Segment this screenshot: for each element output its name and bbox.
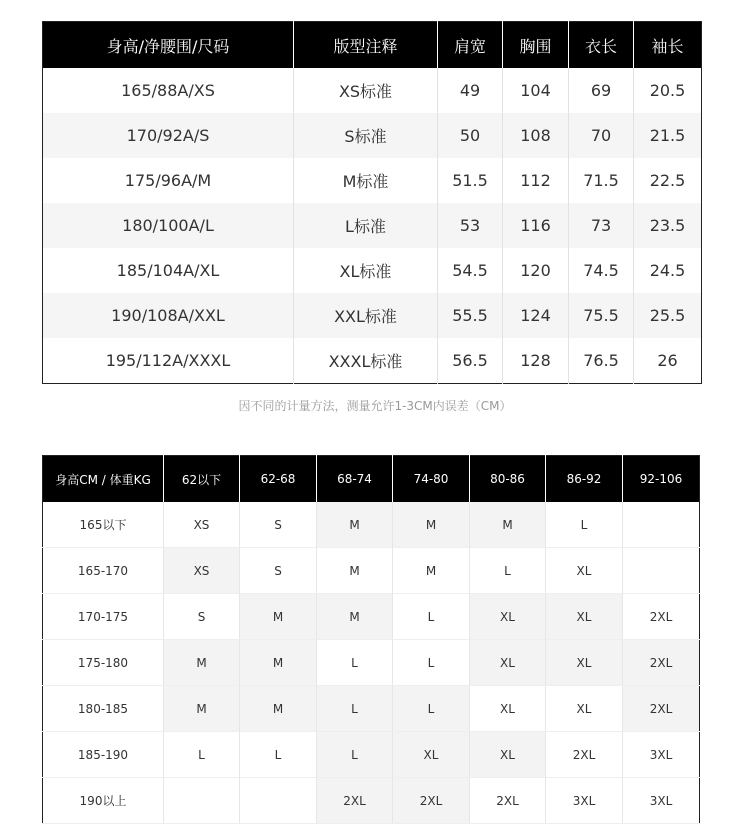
fit-cell: XL标准 [294, 248, 438, 293]
size-cell: L [393, 640, 470, 686]
size-cell: 2XL [623, 686, 700, 732]
fit-cell: XS标准 [294, 68, 438, 113]
header-weight-range: 62-68 [240, 456, 317, 503]
size-cell: 2XL [470, 778, 546, 824]
size-cell: XL [546, 548, 623, 594]
header-length: 衣长 [569, 22, 634, 69]
size-cell: L [164, 732, 240, 778]
length-cell: 71.5 [569, 158, 634, 203]
size-cell: L [393, 686, 470, 732]
table-row [43, 158, 702, 203]
size-cell: M [393, 502, 470, 548]
size-cell: L [470, 548, 546, 594]
shoulder-cell: 53 [438, 203, 503, 248]
size-cell: 2XL [623, 640, 700, 686]
shoulder-cell: 54.5 [438, 248, 503, 293]
size-cell [164, 778, 240, 824]
size-cell: M [317, 548, 393, 594]
sleeve-cell: 24.5 [649, 261, 686, 280]
table-row [43, 113, 702, 158]
length-cell: 74.5 [569, 248, 634, 293]
height-cell: 165-170 [43, 548, 164, 594]
height-cell: 190以上 [43, 778, 164, 824]
header-weight-range: 92-106 [623, 456, 700, 503]
length-cell: 76.5 [569, 338, 634, 384]
size-cell: 3XL [623, 778, 700, 824]
length-cell: 70 [569, 113, 634, 158]
size-fit-table [42, 455, 700, 824]
size-cell: XS [164, 502, 240, 548]
size-cell: 2XL [546, 732, 623, 778]
table-row [43, 778, 700, 824]
sleeve-cell: 23.5 [634, 203, 702, 248]
chest-cell: 112 [503, 158, 569, 203]
length-cell: 69 [569, 68, 634, 113]
size-cell: L [317, 686, 393, 732]
size-cell: XL [546, 686, 623, 732]
fit-header-row [43, 456, 700, 503]
size-cell: XL [470, 594, 546, 640]
shoulder-cell: 49 [438, 68, 503, 113]
chest-cell: 116 [503, 203, 569, 248]
sleeve-cell: 26 [657, 351, 678, 370]
height-cell: 175-180 [43, 640, 164, 686]
size-spec-header-row [43, 22, 702, 69]
size-cell: L [317, 640, 393, 686]
size-cell: M [240, 640, 317, 686]
size-cell: 2XL [393, 778, 470, 824]
table-row [43, 640, 700, 686]
size-cell: 180/100A/L [43, 203, 294, 248]
header-weight-range: 86-92 [546, 456, 623, 503]
size-cell: M [470, 502, 546, 548]
height-cell: 170-175 [43, 594, 164, 640]
size-cell: M [164, 686, 240, 732]
height-cell: 185-190 [43, 732, 164, 778]
size-cell: M [317, 502, 393, 548]
header-weight-range: 80-86 [470, 456, 546, 503]
size-cell: XL [470, 686, 546, 732]
fit-cell: XXXL标准 [294, 338, 438, 384]
table-row [43, 594, 700, 640]
table-row [43, 68, 702, 113]
header-size: 身高/净腰围/尺码 [43, 22, 294, 69]
chest-cell: 104 [503, 68, 569, 113]
header-weight-range: 62以下 [164, 456, 240, 503]
header-weight-range: 68-74 [317, 456, 393, 503]
sleeve-cell: 22.5 [649, 171, 686, 190]
size-cell: M [164, 640, 240, 686]
shoulder-cell: 55.5 [438, 293, 503, 338]
size-cell: XL [470, 640, 546, 686]
size-cell: 3XL [623, 732, 700, 778]
size-cell: M [393, 548, 470, 594]
size-cell: M [240, 594, 317, 640]
size-cell [623, 502, 700, 548]
header-sleeve: 袖长 [634, 22, 702, 69]
header-shoulder: 肩宽 [438, 22, 503, 69]
size-cell: 190/108A/XXL [43, 293, 294, 338]
size-cell: XL [546, 594, 623, 640]
sleeve-cell: 21.5 [634, 113, 702, 158]
fit-cell: L标准 [294, 203, 438, 248]
shoulder-cell: 56.5 [438, 338, 503, 384]
table-row [43, 248, 702, 293]
table-row [43, 203, 702, 248]
height-cell: 180-185 [43, 686, 164, 732]
sleeve-cell: 20.5 [649, 81, 686, 100]
sleeve-cell: 25.5 [634, 293, 702, 338]
size-cell: L [240, 732, 317, 778]
size-cell: M [317, 594, 393, 640]
size-cell: S [240, 548, 317, 594]
length-cell: 75.5 [569, 293, 634, 338]
size-cell: 165/88A/XS [43, 68, 294, 113]
size-cell: XL [393, 732, 470, 778]
size-cell [240, 778, 317, 824]
size-cell: 2XL [317, 778, 393, 824]
size-cell: 170/92A/S [43, 113, 294, 158]
table-row [43, 686, 700, 732]
size-cell: 185/104A/XL [43, 248, 294, 293]
size-cell: 175/96A/M [43, 158, 294, 203]
table-row [43, 548, 700, 594]
chest-cell: 108 [503, 113, 569, 158]
chest-cell: 124 [503, 293, 569, 338]
table-row [43, 293, 702, 338]
fit-cell: XXL标准 [294, 293, 438, 338]
header-weight-range: 74-80 [393, 456, 470, 503]
size-cell: 195/112A/XXXL [43, 338, 294, 384]
fit-cell: S标准 [294, 113, 438, 158]
measurement-note: 因不同的计量方法，测量允许1-3CM内误差（CM） [238, 399, 512, 413]
size-cell: S [240, 502, 317, 548]
size-cell: XS [164, 548, 240, 594]
table-row [43, 338, 702, 384]
shoulder-cell: 50 [438, 113, 503, 158]
header-height-weight: 身高CM / 体重KG [43, 456, 164, 503]
size-cell: XL [470, 732, 546, 778]
size-cell: L [317, 732, 393, 778]
size-cell: 3XL [546, 778, 623, 824]
size-cell: XL [546, 640, 623, 686]
size-cell [623, 548, 700, 594]
chest-cell: 128 [503, 338, 569, 384]
size-cell: 2XL [623, 594, 700, 640]
chest-cell: 120 [503, 248, 569, 293]
size-cell: S [164, 594, 240, 640]
size-cell: M [240, 686, 317, 732]
table-row [43, 502, 700, 548]
size-spec-table [42, 21, 702, 384]
size-cell: L [393, 594, 470, 640]
shoulder-cell: 51.5 [438, 158, 503, 203]
table-row [43, 732, 700, 778]
header-chest: 胸围 [503, 22, 569, 69]
size-cell: L [546, 502, 623, 548]
header-fit-note: 版型注释 [294, 22, 438, 69]
fit-cell: M标准 [294, 158, 438, 203]
length-cell: 73 [569, 203, 634, 248]
height-cell: 165以下 [43, 502, 164, 548]
